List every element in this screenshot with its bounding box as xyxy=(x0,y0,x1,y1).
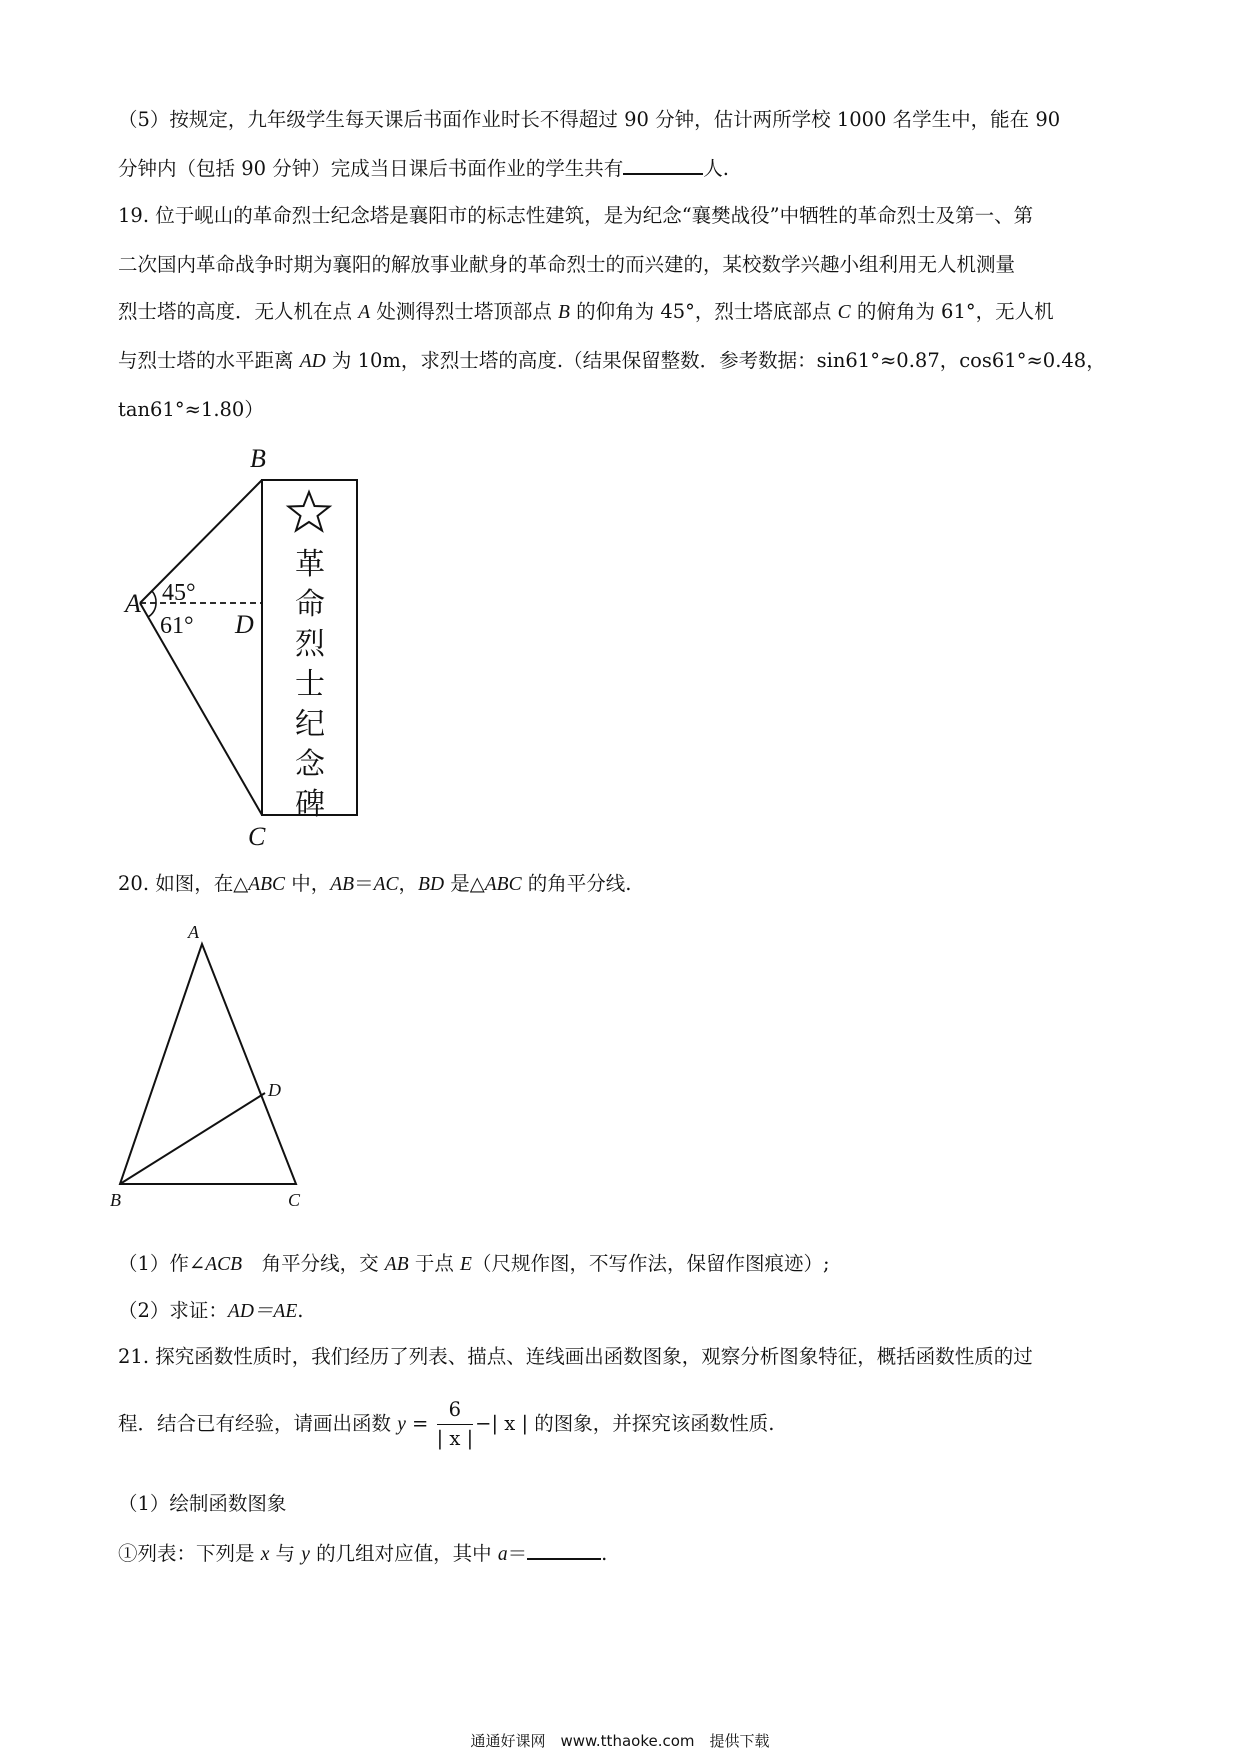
q20-stem xyxy=(118,870,632,899)
point-label: C xyxy=(837,302,851,323)
text: 烈士塔的高度．无人机在点 xyxy=(118,300,359,323)
page-footer: 通通好课网 www.tthaoke.com 提供下载 xyxy=(470,1732,770,1750)
segment-label: AD xyxy=(299,351,326,372)
monument-char: 烈 xyxy=(295,628,325,661)
monument-char: 念 xyxy=(295,748,325,781)
star-icon xyxy=(289,492,330,531)
text: = xyxy=(405,1412,435,1435)
text: 与烈士塔的水平距离 xyxy=(118,349,300,372)
text: 为 10m，求烈士塔的高度.（结果保留整数．参考数据：sin61°≈0.87，cos61°≈0.48， xyxy=(325,349,1106,372)
line-BD xyxy=(120,1093,265,1184)
text: ＝ xyxy=(507,1542,528,1565)
text: 的角平分线. xyxy=(521,872,632,895)
point-label: A xyxy=(358,302,371,323)
variable: a xyxy=(497,1544,508,1565)
q21-table-intro xyxy=(118,1538,607,1569)
text: 角平分线，交 xyxy=(242,1252,385,1275)
label-A: A xyxy=(125,589,141,618)
q20-part1 xyxy=(118,1250,830,1279)
q19-figure xyxy=(110,440,450,850)
angle-arc-45 xyxy=(152,591,156,603)
segment-label: AB xyxy=(330,874,355,895)
q19-line5: tan61°≈1.80） xyxy=(118,398,264,421)
text: 的俯角为 61°，无人机 xyxy=(850,300,1054,323)
text: 20. 如图，在△ xyxy=(118,872,249,895)
text: 程．结合已有经验，请画出函数 xyxy=(118,1412,398,1435)
function-fraction xyxy=(437,1396,474,1453)
point-label: B xyxy=(558,302,570,323)
fraction-numerator: 6 xyxy=(437,1396,474,1425)
label-B: B xyxy=(250,444,266,473)
angle-label-61: 61° xyxy=(160,613,194,639)
text: ①列表：下列是 xyxy=(118,1542,261,1565)
monument-char: 命 xyxy=(295,588,325,621)
text: （2）求证： xyxy=(118,1299,228,1322)
segment-label: BD xyxy=(418,874,445,895)
equation: AD＝AE xyxy=(227,1301,298,1322)
text: −| x | xyxy=(475,1412,529,1435)
angle-arc-61 xyxy=(148,603,156,617)
q19-line3 xyxy=(118,298,1054,327)
segment-label: AB xyxy=(384,1254,409,1275)
label-B: B xyxy=(110,1190,121,1210)
text: （尺规作图，不写作法，保留作图痕迹）; xyxy=(471,1252,830,1275)
line-AB xyxy=(140,480,262,603)
text: 的几组对应值，其中 xyxy=(309,1542,498,1565)
q18-part5-text: 分钟内（包括 90 分钟）完成当日课后书面作业的学生共有 xyxy=(118,157,624,180)
monument-char: 碑 xyxy=(295,788,325,821)
variable: y xyxy=(397,1414,406,1435)
q20-figure xyxy=(100,920,330,1210)
text: 是△ xyxy=(444,872,485,895)
q20-part2 xyxy=(118,1297,303,1326)
q19-line1: 19. 位于岘山的革命烈士纪念塔是襄阳市的标志性建筑，是为纪念“襄樊战役”中牺牲的革命烈士及第一、第 xyxy=(118,204,1034,227)
angle-label: ACB xyxy=(205,1254,243,1275)
triangle-label: ABC xyxy=(484,874,522,895)
text: . xyxy=(601,1542,608,1565)
point-label: E xyxy=(460,1254,472,1275)
variable: y xyxy=(301,1544,310,1565)
text: . xyxy=(297,1299,304,1322)
text: 中， xyxy=(285,872,331,895)
text: 的仰角为 45°，烈士塔底部点 xyxy=(569,300,838,323)
angle-label-45: 45° xyxy=(162,580,196,606)
label-D: D xyxy=(268,1080,281,1100)
q21-part1: （1）绘制函数图象 xyxy=(118,1492,287,1515)
label-A: A xyxy=(188,922,199,942)
triangle-label: ABC xyxy=(248,874,286,895)
label-D: D xyxy=(235,610,254,639)
q19-line2: 二次国内革命战争时期为襄阳的解放事业献身的革命烈士的而兴建的，某校数学兴趣小组利用无人机测量 xyxy=(118,253,1016,276)
q19-line4 xyxy=(118,347,1106,376)
text: 与 xyxy=(269,1542,302,1565)
segment-label: AC xyxy=(373,874,399,895)
monument-text xyxy=(295,548,326,821)
text: 的图象，并探究该函数性质. xyxy=(528,1412,775,1435)
monument-char: 士 xyxy=(295,668,325,701)
q18-part5-line2 xyxy=(118,153,729,183)
text: ， xyxy=(398,872,419,895)
answer-blank xyxy=(623,153,703,175)
text: ＝ xyxy=(354,872,374,895)
q21-line2 xyxy=(118,1396,774,1453)
monument-char: 革 xyxy=(295,548,325,581)
label-C: C xyxy=(288,1190,301,1210)
triangle-ABC xyxy=(120,944,296,1184)
q18-part5-unit: 人. xyxy=(703,157,729,180)
monument-char: 纪 xyxy=(295,708,325,741)
q18-part5-line1: （5）按规定，九年级学生每天课后书面作业时长不得超过 90 分钟，估计两所学校 1000 名学生中，能在 90 xyxy=(118,108,1061,131)
label-C: C xyxy=(248,822,266,850)
answer-blank xyxy=(527,1538,601,1560)
text: （1）作∠ xyxy=(118,1252,206,1275)
variable: x xyxy=(260,1544,270,1565)
fraction-denominator: | x | xyxy=(436,1427,474,1450)
text: 于点 xyxy=(408,1252,461,1275)
q21-line1: 21. 探究函数性质时，我们经历了列表、描点、连线画出函数图象，观察分析图象特征，概括函数性质的过 xyxy=(118,1345,1033,1368)
text: 处测得烈士塔顶部点 xyxy=(370,300,559,323)
